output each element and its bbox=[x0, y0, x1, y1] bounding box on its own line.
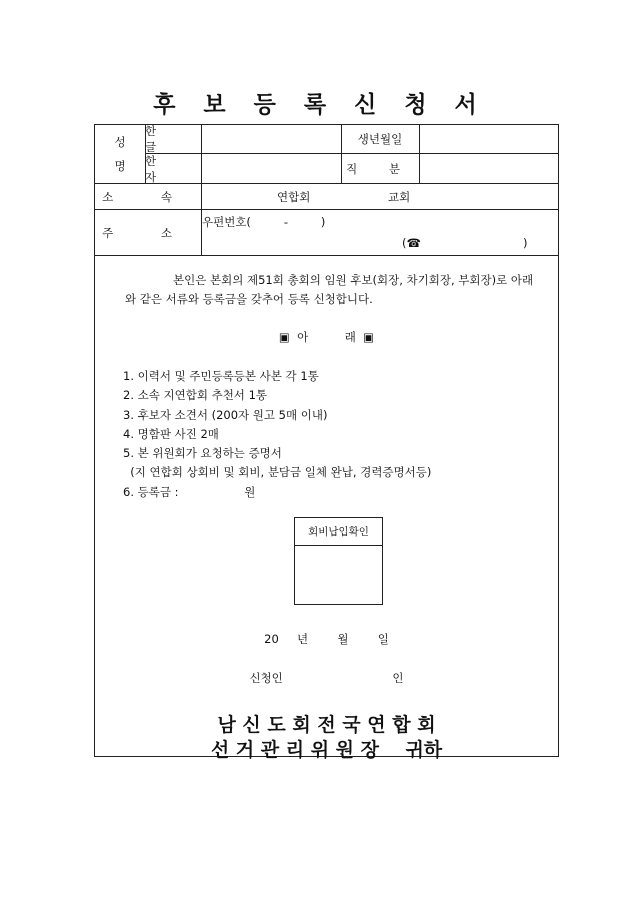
notice-heading: ▣ 아 래 ▣ bbox=[278, 330, 375, 344]
position-label: 직 분 bbox=[346, 161, 414, 176]
organization-name: 남 신 도 회 전 국 연 합 회 bbox=[217, 714, 436, 736]
list-item: 5. 본 위원회가 요청하는 증명서 bbox=[123, 446, 282, 461]
list-item: 1. 이력서 및 주민등록등본 사본 각 1통 bbox=[123, 369, 319, 383]
recipient-line: 선 거 관 리 위 원 장 귀하 bbox=[210, 739, 443, 761]
address-label: 주 소 bbox=[102, 225, 194, 240]
phone-icon: (☎ bbox=[402, 236, 421, 250]
stamp-label: 회비납입확인 bbox=[295, 518, 382, 546]
affiliation-church: 교회 bbox=[388, 190, 411, 204]
document-title: 후 보 등 록 신 청 서 bbox=[153, 91, 487, 118]
birth-date-field[interactable] bbox=[420, 125, 558, 153]
requirements-list bbox=[123, 367, 431, 502]
phone-close: ) bbox=[523, 236, 528, 250]
list-item: 2. 소속 지연합회 추천서 1통 bbox=[123, 388, 267, 403]
name-label: 성 명 bbox=[114, 135, 126, 173]
list-item: 3. 후보자 소견서 (200자 원고 5매 이내) bbox=[123, 407, 328, 422]
hangul-label: 한 글 bbox=[145, 124, 171, 154]
phone-open bbox=[402, 236, 421, 250]
position-field[interactable] bbox=[420, 154, 558, 183]
application-statement: 본인은 본회의 제51회 총회의 임원 후보(회장, 차기회장, 부회장)로 아래와 같은 서류와 등록금을 갖추어 등록 신청합니다. bbox=[125, 273, 534, 306]
row-divider bbox=[95, 255, 558, 256]
date-line: 20 년 월 일 bbox=[264, 632, 389, 646]
affiliation-federation: 연합회 bbox=[277, 190, 311, 204]
applicant-line: 신청인 인 bbox=[249, 671, 404, 685]
fee-payment-stamp-box bbox=[294, 517, 383, 605]
hangul-name-field[interactable] bbox=[202, 125, 341, 153]
list-item: 6. 등록금 : 원 bbox=[123, 484, 256, 499]
birth-date-label: 생년월일 bbox=[357, 132, 403, 146]
list-item: (지 연합회 상회비 및 회비, 분담금 일체 완납, 경력증명서등) bbox=[123, 465, 432, 480]
hanja-name-field[interactable] bbox=[202, 154, 341, 183]
postal-code-field[interactable]: 우편번호( - ) bbox=[202, 215, 326, 229]
list-item: 4. 명함판 사진 2매 bbox=[123, 426, 219, 441]
hanja-label: 한 자 bbox=[145, 153, 171, 184]
affiliation-label: 소 속 bbox=[102, 189, 194, 204]
application-form bbox=[94, 124, 559, 761]
